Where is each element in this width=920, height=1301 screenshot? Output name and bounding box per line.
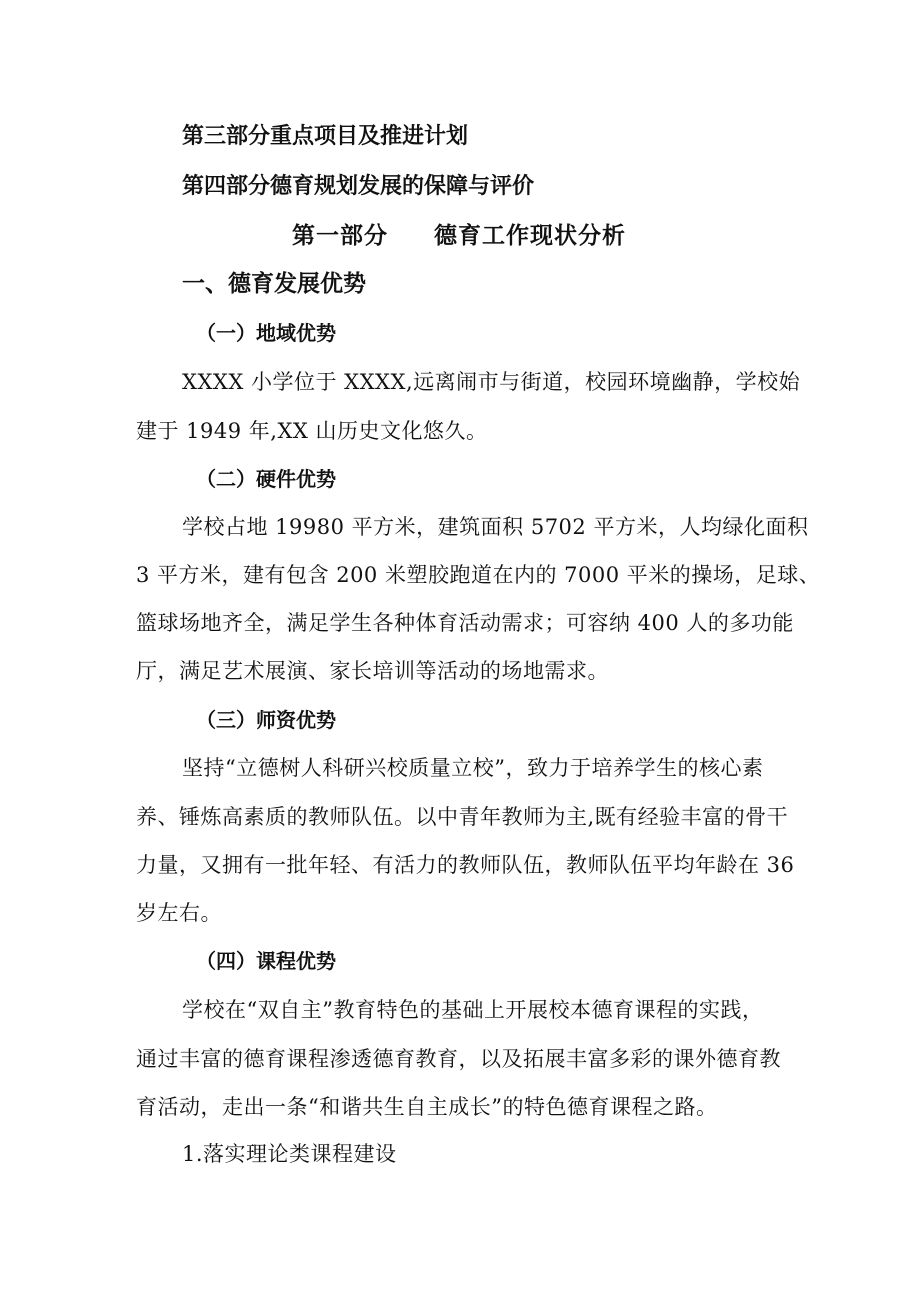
- hardware-advantage-heading: （二）硬件优势: [196, 467, 336, 491]
- part-1-title: [292, 225, 626, 248]
- paragraph-line: 厅，满足艺术展演、家长培训等活动的场地需求。: [136, 659, 609, 683]
- part-1-subject: 德育工作现状分析: [434, 223, 626, 249]
- curriculum-advantage-heading: （四）课程优势: [196, 949, 336, 973]
- part-1-label: 第一部分: [292, 223, 388, 249]
- paragraph-line: 篮球场地齐全，满足学生各种体育活动需求；可容纳 400 人的多功能: [136, 611, 794, 635]
- paragraph-line: 养、锤炼高素质的教师队伍。以中青年教师为主,既有经验丰富的骨干: [136, 805, 789, 829]
- toc-part-4: 第四部分德育规划发展的保障与评价: [182, 174, 535, 199]
- paragraph-line: 学校在“双自主”教育特色的基础上开展校本德育课程的实践，: [182, 998, 764, 1022]
- regional-advantage-heading: （一）地域优势: [196, 321, 336, 345]
- paragraph-line: XXXX 小学位于 XXXX,远离闹市与街道，校园环境幽静，学校始: [182, 370, 801, 394]
- section-1-heading: 一、德育发展优势: [182, 271, 366, 297]
- paragraph-line: 学校占地 19980 平方米，建筑面积 5702 平方米，人均绿化面积: [182, 515, 809, 539]
- paragraph-line: 坚持“立德树人科研兴校质量立校”，致力于培养学生的核心素: [182, 756, 764, 780]
- paragraph-line: 岁左右。: [136, 901, 222, 925]
- paragraph-line: 3 平方米，建有包含 200 米塑胶跑道在内的 7000 平米的操场，足球、: [136, 563, 821, 587]
- teacher-advantage-heading: （三）师资优势: [196, 708, 336, 732]
- toc-part-3: 第三部分重点项目及推进计划: [182, 124, 469, 149]
- paragraph-line: 建于 1949 年,XX 山历史文化悠久。: [136, 419, 488, 443]
- list-item-1: 1.落实理论类课程建设: [182, 1142, 397, 1166]
- paragraph-line: 育活动，走出一条“和谐共生自主成长”的特色德育课程之路。: [136, 1095, 718, 1119]
- paragraph-line: 力量，又拥有一批年轻、有活力的教师队伍，教师队伍平均年龄在 36: [136, 853, 795, 877]
- paragraph-line: 通过丰富的德育课程渗透德育教育，以及拓展丰富多彩的课外德育教: [136, 1047, 781, 1071]
